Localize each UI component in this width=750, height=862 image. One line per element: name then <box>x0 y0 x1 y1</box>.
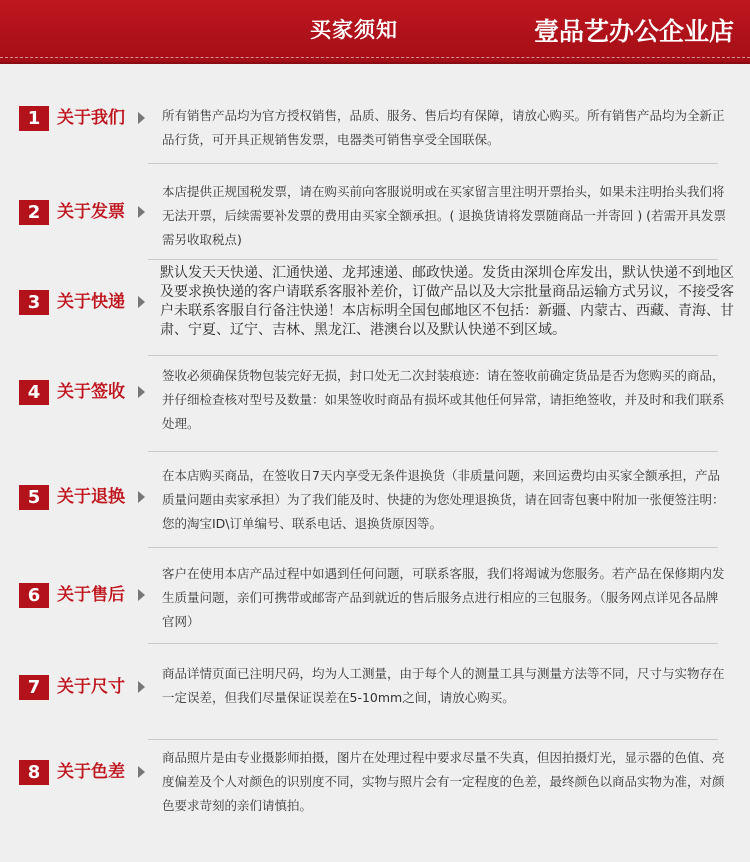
section-title: 关于色差 <box>57 762 125 782</box>
section-title: 关于售后 <box>57 585 125 605</box>
arrow-right-icon <box>138 589 145 601</box>
section-title: 关于我们 <box>57 108 125 128</box>
section-after-sales <box>0 548 750 644</box>
section-color-difference <box>0 740 750 836</box>
header-banner <box>0 0 750 64</box>
section-number: 2 <box>19 200 49 225</box>
section-number: 5 <box>19 485 49 510</box>
section-invoice <box>0 164 750 260</box>
arrow-right-icon <box>138 681 145 693</box>
section-text: 本店提供正规国税发票，请在购买前向客服说明或在买家留言里注明开票抬头，如果未注明抬头我们将无法开票，后续需要补发票的费用由买家全额承担。( 退换货请将发票随商品一并寄回 ) (若需开具发票需另收取税点) <box>162 184 727 247</box>
section-text: 客户在使用本店产品过程中如遇到任何问题，可联系客服，我们将竭诚为您服务。若产品在保修期内发生质量问题，亲们可携带或邮寄产品到就近的售后服务点进行相应的三包服务。（服务网点详见各品牌官网） <box>162 566 725 629</box>
section-title: 关于尺寸 <box>57 677 125 697</box>
notice-title: 买家须知 <box>310 18 398 42</box>
section-title: 关于快递 <box>57 292 125 312</box>
section-number: 3 <box>19 290 49 315</box>
arrow-right-icon <box>138 296 145 308</box>
section-returns <box>0 452 750 548</box>
section-about-us <box>0 68 750 164</box>
section-text: 所有销售产品均为官方授权销售，品质、服务、售后均有保障，请放心购买。所有销售产品均为全新正品行货，可开具正规销售发票，电器类可销售享受全国联保。 <box>162 108 725 147</box>
section-receipt <box>0 356 750 452</box>
arrow-right-icon <box>138 386 145 398</box>
section-number: 8 <box>19 760 49 785</box>
section-number: 7 <box>19 675 49 700</box>
section-text: 默认发天天快递、汇通快递、龙邦速递、邮政快递。发货由深圳仓库发出，默认快递不到地区及要求换快递的客户请联系客服补差价，订做产品以及大宗批量商品运输方式另议，不接受客户未联系客服自行备注快递！本店标明全国包邮地区不包括：新疆、内蒙古、西藏、青海、甘肃、宁夏、辽宁、吉林、黑龙江、港澳台以及默认快递不到区域。 <box>160 265 734 338</box>
section-shipping <box>0 260 750 356</box>
section-text: 商品照片是由专业摄影师拍摄，图片在处理过程中要求尽量不失真，但因拍摄灯光，显示器的色值、亮度偏差及个人对颜色的识别度不同，实物与照片会有一定程度的色差，最终颜色以商品实物为准，对颜色要求苛刻的亲们请慎拍。 <box>162 750 725 813</box>
section-title: 关于签收 <box>57 382 125 402</box>
section-title: 关于发票 <box>57 202 125 222</box>
section-text: 商品详情页面已注明尺码，均为人工测量，由于每个人的测量工具与测量方法等不同，尺寸与实物存在一定误差，但我们尽量保证误差在5-10mm之间，请放心购买。 <box>162 666 725 705</box>
arrow-right-icon <box>138 491 145 503</box>
section-number: 4 <box>19 380 49 405</box>
arrow-right-icon <box>138 112 145 124</box>
arrow-right-icon <box>138 206 145 218</box>
section-text: 签收必须确保货物包装完好无损，封口处无二次封装痕迹：请在签收前确定货品是否为您购买的商品，并仔细检查核对型号及数量：如果签收时商品有损坏或其他任何异常，请拒绝签收，并及时和我们联系处理。 <box>162 368 725 431</box>
shop-name: 壹品艺办公企业店 <box>533 17 734 46</box>
section-number: 1 <box>19 106 49 131</box>
section-size <box>0 644 750 740</box>
section-title: 关于退换 <box>57 487 125 507</box>
arrow-right-icon <box>138 766 145 778</box>
section-number: 6 <box>19 583 49 608</box>
section-text: 在本店购买商品，在签收日7天内享受无条件退换货（非质量问题，来回运费均由买家全额承担，产品质量问题由卖家承担）为了我们能及时、快捷的为您处理退换货，请在回寄包裹中附加一张便签注明：您的淘宝ID\订单编号、联系电话、退换货原因等。 <box>162 468 725 531</box>
